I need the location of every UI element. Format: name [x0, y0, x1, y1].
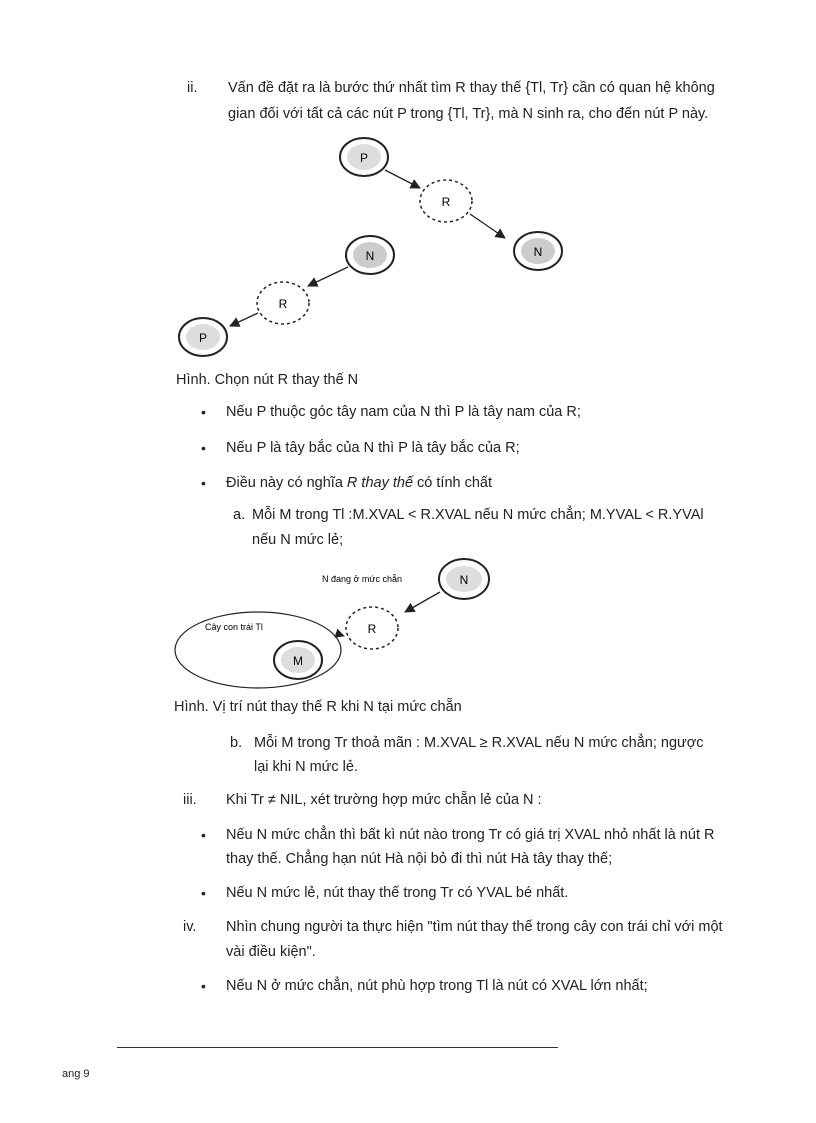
item-ii-line1: Vấn đề đặt ra là bước thứ nhất tìm R thay thế {Tl, Tr} cần có quan hệ không	[228, 80, 715, 96]
node-n-left-label: N	[365, 249, 375, 263]
bullet-marker: •	[201, 440, 206, 456]
item-ii-line2: gian đối với tất cả các nút P trong {Tl, Tr}, mà N sinh ra, cho đến nút P này.	[228, 106, 709, 122]
item-iii-text: Khi Tr ≠ NIL, xét trường hợp mức chẵn lẻ của N :	[226, 792, 542, 808]
bullet-4-line1: Nếu N mức chẳn thì bất kì nút nào trong Tr có giá trị XVAL nhỏ nhất là nút R	[226, 827, 715, 843]
bullet-marker: •	[201, 475, 206, 491]
node-n-fig2	[439, 559, 489, 599]
bullet-marker: •	[201, 827, 206, 843]
footer-divider	[117, 1047, 558, 1048]
item-iv-marker: iv.	[183, 919, 197, 935]
item-a-marker: a.	[233, 507, 246, 523]
node-p-bottom-label: P	[198, 331, 208, 345]
label-n-level: N đang ở mức chẵn	[322, 574, 402, 584]
bullet-2-text: Nếu P là tây bắc của N thì P là tây bắc của R;	[226, 440, 520, 456]
bullet-3-emphasis: R thay thế	[346, 475, 414, 491]
item-b-line1: Mỗi M trong Tr thoả mãn : M.XVAL ≥ R.XVAL nếu N mức chẳn; ngược	[254, 735, 704, 751]
edge-n-to-r-fig2	[405, 592, 440, 612]
bullet-5-text: Nếu N mức lẻ, nút thay thế trong Tr có YVAL bé nhất.	[226, 885, 569, 901]
item-a-line2: nếu N mức lẻ;	[252, 532, 344, 548]
node-p-top-label: P	[359, 151, 369, 165]
bullet-marker: •	[201, 885, 206, 901]
bullet-4-line2: thay thế. Chẳng hạn nút Hà nội bỏ đi thì nút Hà tây thay thế;	[226, 851, 613, 867]
item-iv-line2: vài điều kiện".	[226, 944, 316, 960]
node-n-fig2-label: N	[459, 573, 469, 587]
node-m-fig2	[274, 641, 322, 679]
node-r-fig2	[346, 607, 398, 649]
item-a-line1: Mỗi M trong Tl :M.XVAL < R.XVAL nếu N mức chẳn; M.YVAL < R.YVAl	[252, 507, 704, 523]
bullet-1-text: Nếu P thuộc góc tây nam của N thì P là tây nam của R;	[226, 404, 581, 420]
item-b-marker: b.	[230, 735, 243, 751]
bullet-6-text: Nếu N ở mức chẳn, nút phù hợp trong Tl là nút có XVAL lớn nhất;	[226, 978, 648, 994]
item-ii-marker: ii.	[187, 80, 198, 96]
node-n-right-label: N	[533, 245, 543, 259]
figure-1-caption: Hình. Chọn nút R thay thế N	[176, 372, 359, 388]
bullet-marker: •	[201, 978, 206, 994]
item-b-line2: lại khi N mức lẻ.	[254, 759, 358, 775]
edge-r-to-subtree	[338, 634, 344, 636]
item-iv-line1: Nhìn chung người ta thực hiện "tìm nút thay thế trong cây con trái chỉ với một	[226, 919, 723, 935]
label-subtree-tl: Cây con trái Tl	[205, 622, 263, 632]
bullet-marker: •	[201, 404, 206, 420]
item-iii-marker: iii.	[183, 792, 197, 808]
figure-2-caption: Hình. Vị trí nút thay thế R khi N tại mức chẵn	[174, 699, 462, 715]
node-r-fig2-label: R	[367, 622, 377, 636]
node-r-left-label: R	[278, 297, 288, 311]
page-number: ang 9	[62, 1068, 90, 1080]
bullet-3-suffix: có tính chất	[413, 475, 493, 491]
node-r-top-label: R	[441, 195, 451, 209]
bullet-3-prefix: Điều này có nghĩa	[226, 475, 347, 491]
node-m-fig2-label: M	[293, 654, 303, 668]
